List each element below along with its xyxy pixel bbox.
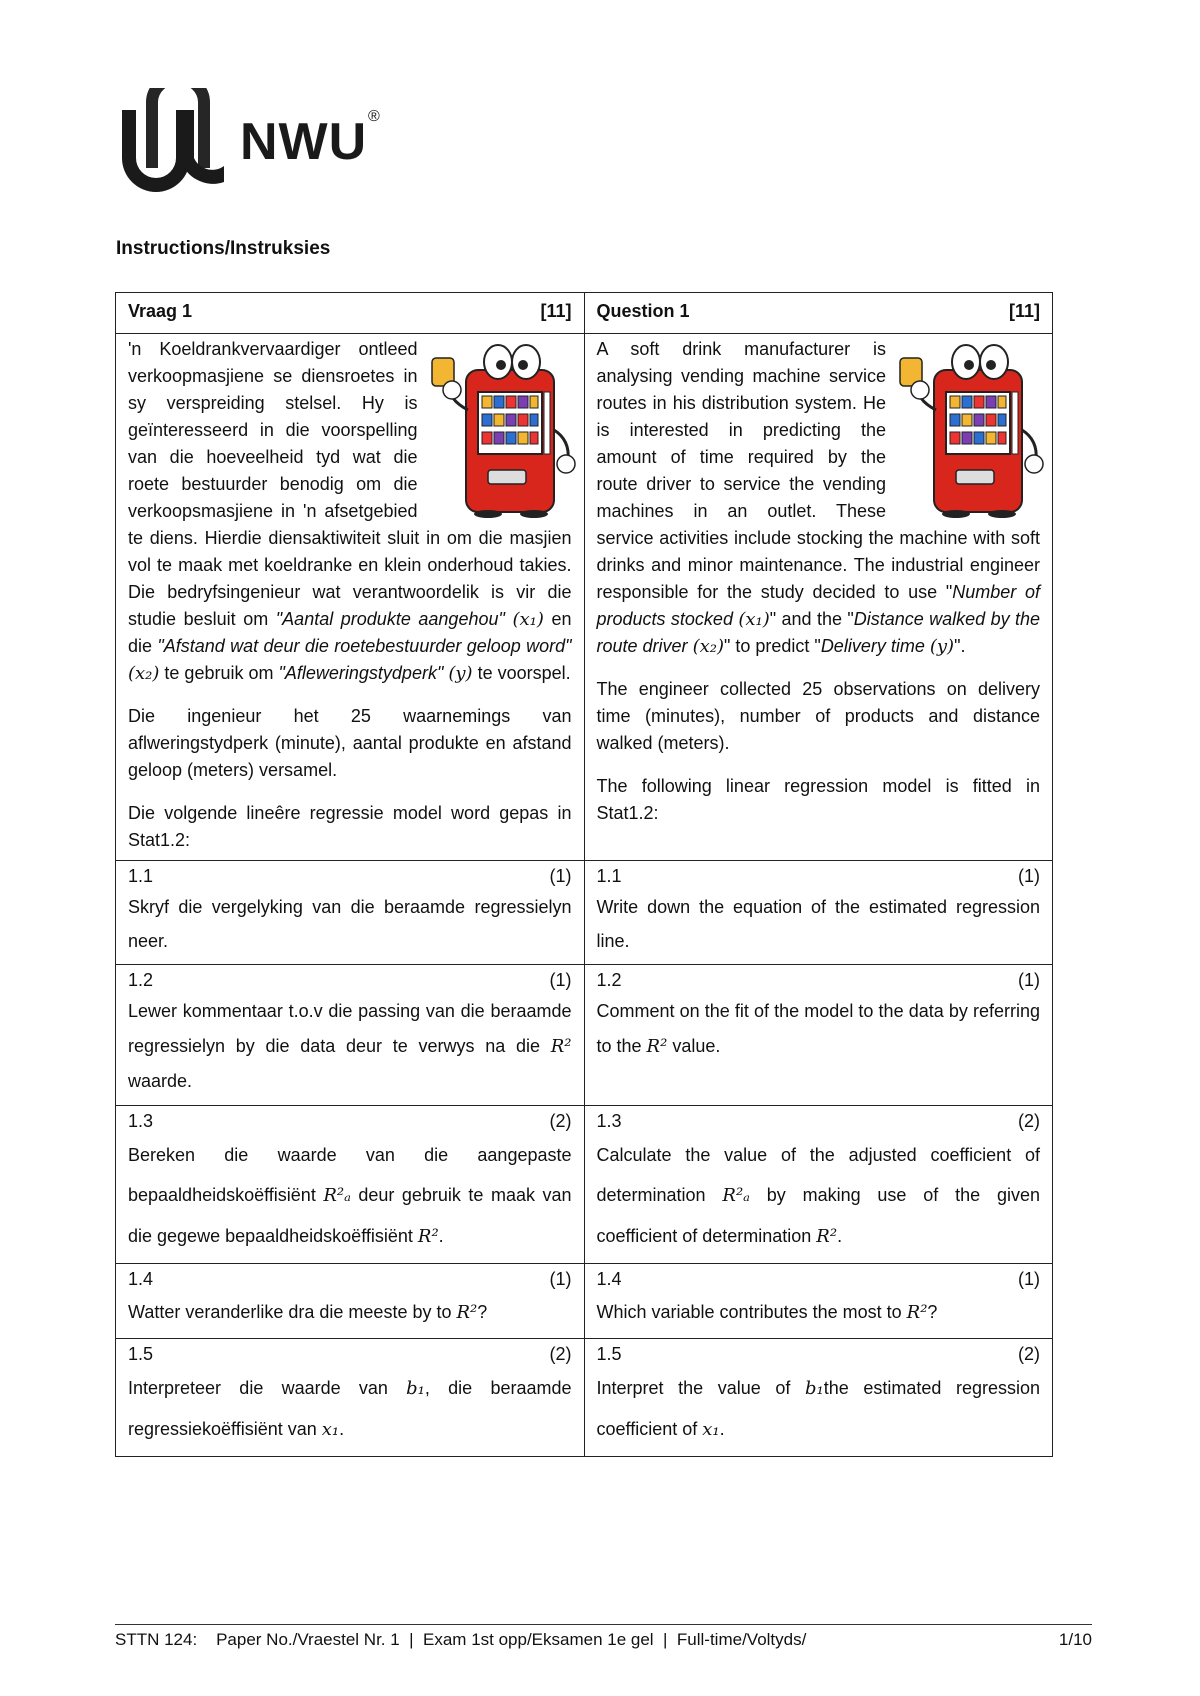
subquestion-number: 1.4 — [128, 1269, 154, 1289]
left-subquestion-cell — [116, 861, 585, 965]
subquestion-text-en — [597, 1135, 1041, 1257]
left-intro-y: (y) — [448, 663, 473, 684]
footer-page-number: 1/10 — [1058, 1630, 1092, 1649]
logo-wordmark: NWU — [240, 113, 368, 171]
left-intro-var2-name: "Afstand wat deur die roetebestuurder geloop word" — [157, 636, 572, 656]
left-intro-x2: (x₂) — [128, 663, 160, 684]
right-intro-var2-name: Distance walked by the route driver — [596, 609, 1040, 656]
page-footer — [115, 1630, 1092, 1650]
right-subquestion-cell — [584, 1106, 1053, 1264]
right-question-marks: [11] — [1008, 300, 1040, 321]
b1-symbol: b₁ — [804, 1378, 824, 1399]
text-part: by making use of the given coefficient of determination — [596, 1185, 1040, 1246]
left-question-marks: [11] — [540, 300, 572, 321]
subquestion-text-af — [128, 1293, 572, 1332]
left-subquestion-cell — [116, 1339, 585, 1457]
right-intro-x2: (x₂) — [692, 636, 724, 657]
text-part: . — [438, 1226, 444, 1246]
left-intro-cell — [116, 334, 585, 861]
right-intro-response-name: Delivery time — [820, 636, 925, 656]
footer-course-info: STTN 124: Paper No./Vraestel Nr. 1 | Exam 1st opp/Eksamen 1e gel | Full-time/Voltyds/ — [115, 1630, 807, 1649]
footer-divider — [115, 1624, 1092, 1625]
right-intro-x1: (x₁) — [738, 609, 770, 630]
text-part: Interpreteer die waarde van — [128, 1378, 407, 1398]
left-question-title: Vraag 1 — [128, 300, 193, 321]
vending-machine-mascot-icon — [428, 340, 578, 518]
subquestion-row — [116, 1264, 1053, 1339]
vending-machine-mascot-icon — [896, 340, 1046, 518]
x1-symbol: x₁ — [702, 1419, 720, 1440]
subquestion-text-en — [597, 1368, 1041, 1450]
text-part: the estimated regression coefficient of — [596, 1378, 1040, 1439]
subquestion-text-en — [597, 994, 1041, 1064]
left-subquestion-cell — [116, 1264, 585, 1339]
left-intro-x1: (x₁) — [512, 609, 544, 630]
subquestion-marks: (2) — [549, 1111, 572, 1131]
left-subquestion-cell — [116, 1106, 585, 1264]
subquestion-marks: (1) — [549, 970, 572, 990]
left-intro-paragraph-2: Die ingenieur het 25 waarnemings van aflweringstydperk (minute), aantal produkte en afstand geloop (meters) versamel. — [128, 706, 572, 780]
subquestion-text-af — [128, 1135, 572, 1257]
right-intro-var1-name: Number of products stocked — [596, 582, 1040, 629]
text-part: . — [719, 1419, 725, 1439]
right-subquestion-cell — [584, 861, 1053, 965]
text-part: Calculate the value of the adjusted coefficient of determination — [596, 1145, 1040, 1205]
question-table — [115, 292, 1053, 1457]
r-squared-symbol: R² — [456, 1302, 478, 1323]
subquestion-number: 1.5 — [128, 1344, 154, 1364]
text-part: ? — [927, 1302, 938, 1322]
adjusted-r-squared-symbol: R²ₐ — [722, 1185, 750, 1206]
subquestion-number: 1.3 — [596, 1111, 622, 1131]
text-part: . — [339, 1419, 345, 1439]
subquestion-text-af: Skryf die vergelyking van die beraamde regressielyn neer. — [128, 897, 572, 951]
subquestion-number: 1.1 — [128, 866, 154, 886]
right-subquestion-cell — [584, 1339, 1053, 1457]
text-part: Bereken die waarde van die aangepaste bepaaldheidskoëffisiënt — [128, 1145, 572, 1205]
right-subquestion-cell — [584, 1264, 1053, 1339]
r-squared-symbol: R² — [816, 1226, 838, 1247]
subquestion-marks: (2) — [1018, 1344, 1040, 1364]
subquestion-number: 1.5 — [596, 1344, 622, 1364]
right-intro-text-d: ". — [954, 636, 966, 656]
left-intro-text-c: te gebruik om — [159, 663, 279, 683]
text-part: , die beraamde regressiekoëffisiënt van — [128, 1378, 572, 1439]
right-intro-text-c: " to predict " — [723, 636, 821, 656]
r-squared-symbol: R² — [550, 1036, 572, 1057]
text-part: Interpret the value of — [596, 1378, 805, 1398]
instructions-title: Instructions/Instruksies — [116, 238, 331, 259]
subquestion-number: 1.4 — [596, 1269, 622, 1289]
text-part: ? — [477, 1302, 488, 1322]
right-intro-paragraph-3: The following linear regression model is fitted in Stat1.2: — [596, 776, 1040, 823]
left-intro-text-d: te voorspel. — [472, 663, 571, 683]
text-part: waarde. — [128, 1071, 193, 1091]
text-part: Lewer kommentaar t.o.v die passing van die beraamde regressielyn by die data deur te verwys na die — [128, 1001, 572, 1056]
right-intro-y: (y) — [929, 636, 955, 657]
text-part: . — [837, 1226, 843, 1246]
subquestion-marks: (1) — [549, 866, 572, 886]
left-intro-text-a: 'n Koeldrankvervaardiger ontleed verkoopmasjiene se diensroetes in sy verspreiding stelsel. Hy is geïnteresseerd in die voorspelling van die hoeveelheid tyd wat die roete bestuurder benodig om die verkoopsmasjiene in 'n afsetgebied te diens. Hierdie diensaktiwiteit sluit in om die masjien vol te maak met koeldranke en klein onderhoud takies. Die bedryfsingenieur wat verantwoordelik is vir die studie besluit om — [128, 339, 572, 629]
subquestion-row — [116, 1339, 1053, 1457]
subquestion-marks: (2) — [1018, 1111, 1040, 1131]
text-part: Comment on the fit of the model to the data by referring to the — [596, 1001, 1040, 1056]
right-subquestion-cell — [584, 965, 1053, 1106]
subquestion-number: 1.2 — [596, 970, 622, 990]
right-question-title: Question 1 — [596, 300, 690, 321]
subquestion-text-en: Write down the equation of the estimated regression line. — [596, 897, 1040, 951]
left-intro-var1-name: "Aantal produkte aangehou" — [275, 609, 505, 629]
subquestion-marks: (1) — [1018, 1269, 1040, 1289]
left-header-cell — [116, 293, 585, 334]
right-intro-paragraph-2: The engineer collected 25 observations on delivery time (minutes), number of products and distance walked (meters). — [596, 679, 1040, 753]
b1-symbol: b₁ — [406, 1378, 425, 1399]
r-squared-symbol: R² — [646, 1036, 668, 1057]
text-part: deur gebruik te maak van die gegewe bepaaldheidskoëffisiënt — [128, 1185, 572, 1246]
subquestion-number: 1.1 — [596, 866, 622, 886]
adjusted-r-squared-symbol: R²ₐ — [323, 1185, 351, 1206]
subquestion-marks: (1) — [549, 1269, 572, 1289]
registered-mark: ® — [368, 108, 380, 125]
left-intro-text-b: en die — [128, 609, 572, 656]
subquestion-text-af — [128, 994, 572, 1099]
right-intro-cell — [584, 334, 1053, 861]
text-part: value. — [667, 1036, 721, 1056]
question-header-row — [116, 293, 1053, 334]
r-squared-symbol: R² — [417, 1226, 439, 1247]
subquestion-marks: (2) — [549, 1344, 572, 1364]
intro-row — [116, 334, 1053, 861]
subquestion-row — [116, 1106, 1053, 1264]
right-intro-x1-wrap — [733, 609, 770, 629]
subquestion-row — [116, 965, 1053, 1106]
x1-symbol: x₁ — [321, 1419, 340, 1440]
text-part: Watter veranderlike dra die meeste by to — [128, 1302, 457, 1322]
text-part: Which variable contributes the most to — [596, 1302, 907, 1322]
subquestion-row — [116, 861, 1053, 965]
left-subquestion-cell — [116, 965, 585, 1106]
right-header-cell — [584, 293, 1053, 334]
right-intro-text-a: A soft drink manufacturer is analysing vending machine service routes in his distribution system. He is interested in predicting the amount of time required by the route driver to service the vending machines in an outlet. These service activities include stocking the machine with soft drinks and minor maintenance. The industrial engineer responsible for the study decided to use " — [596, 339, 1040, 602]
subquestion-text-en — [597, 1293, 1041, 1332]
subquestion-marks: (1) — [1018, 970, 1040, 990]
right-intro-text-b: " and the " — [769, 609, 854, 629]
subquestion-marks: (1) — [1018, 866, 1040, 886]
subquestion-text-af — [128, 1368, 572, 1450]
subquestion-number: 1.2 — [128, 970, 154, 990]
left-intro-paragraph-3: Die volgende lineêre regressie model word gepas in Stat1.2: — [128, 803, 572, 850]
r-squared-symbol: R² — [906, 1302, 928, 1323]
left-intro-response-name: "Afleweringstydperk" — [278, 663, 444, 683]
subquestion-number: 1.3 — [128, 1111, 154, 1131]
